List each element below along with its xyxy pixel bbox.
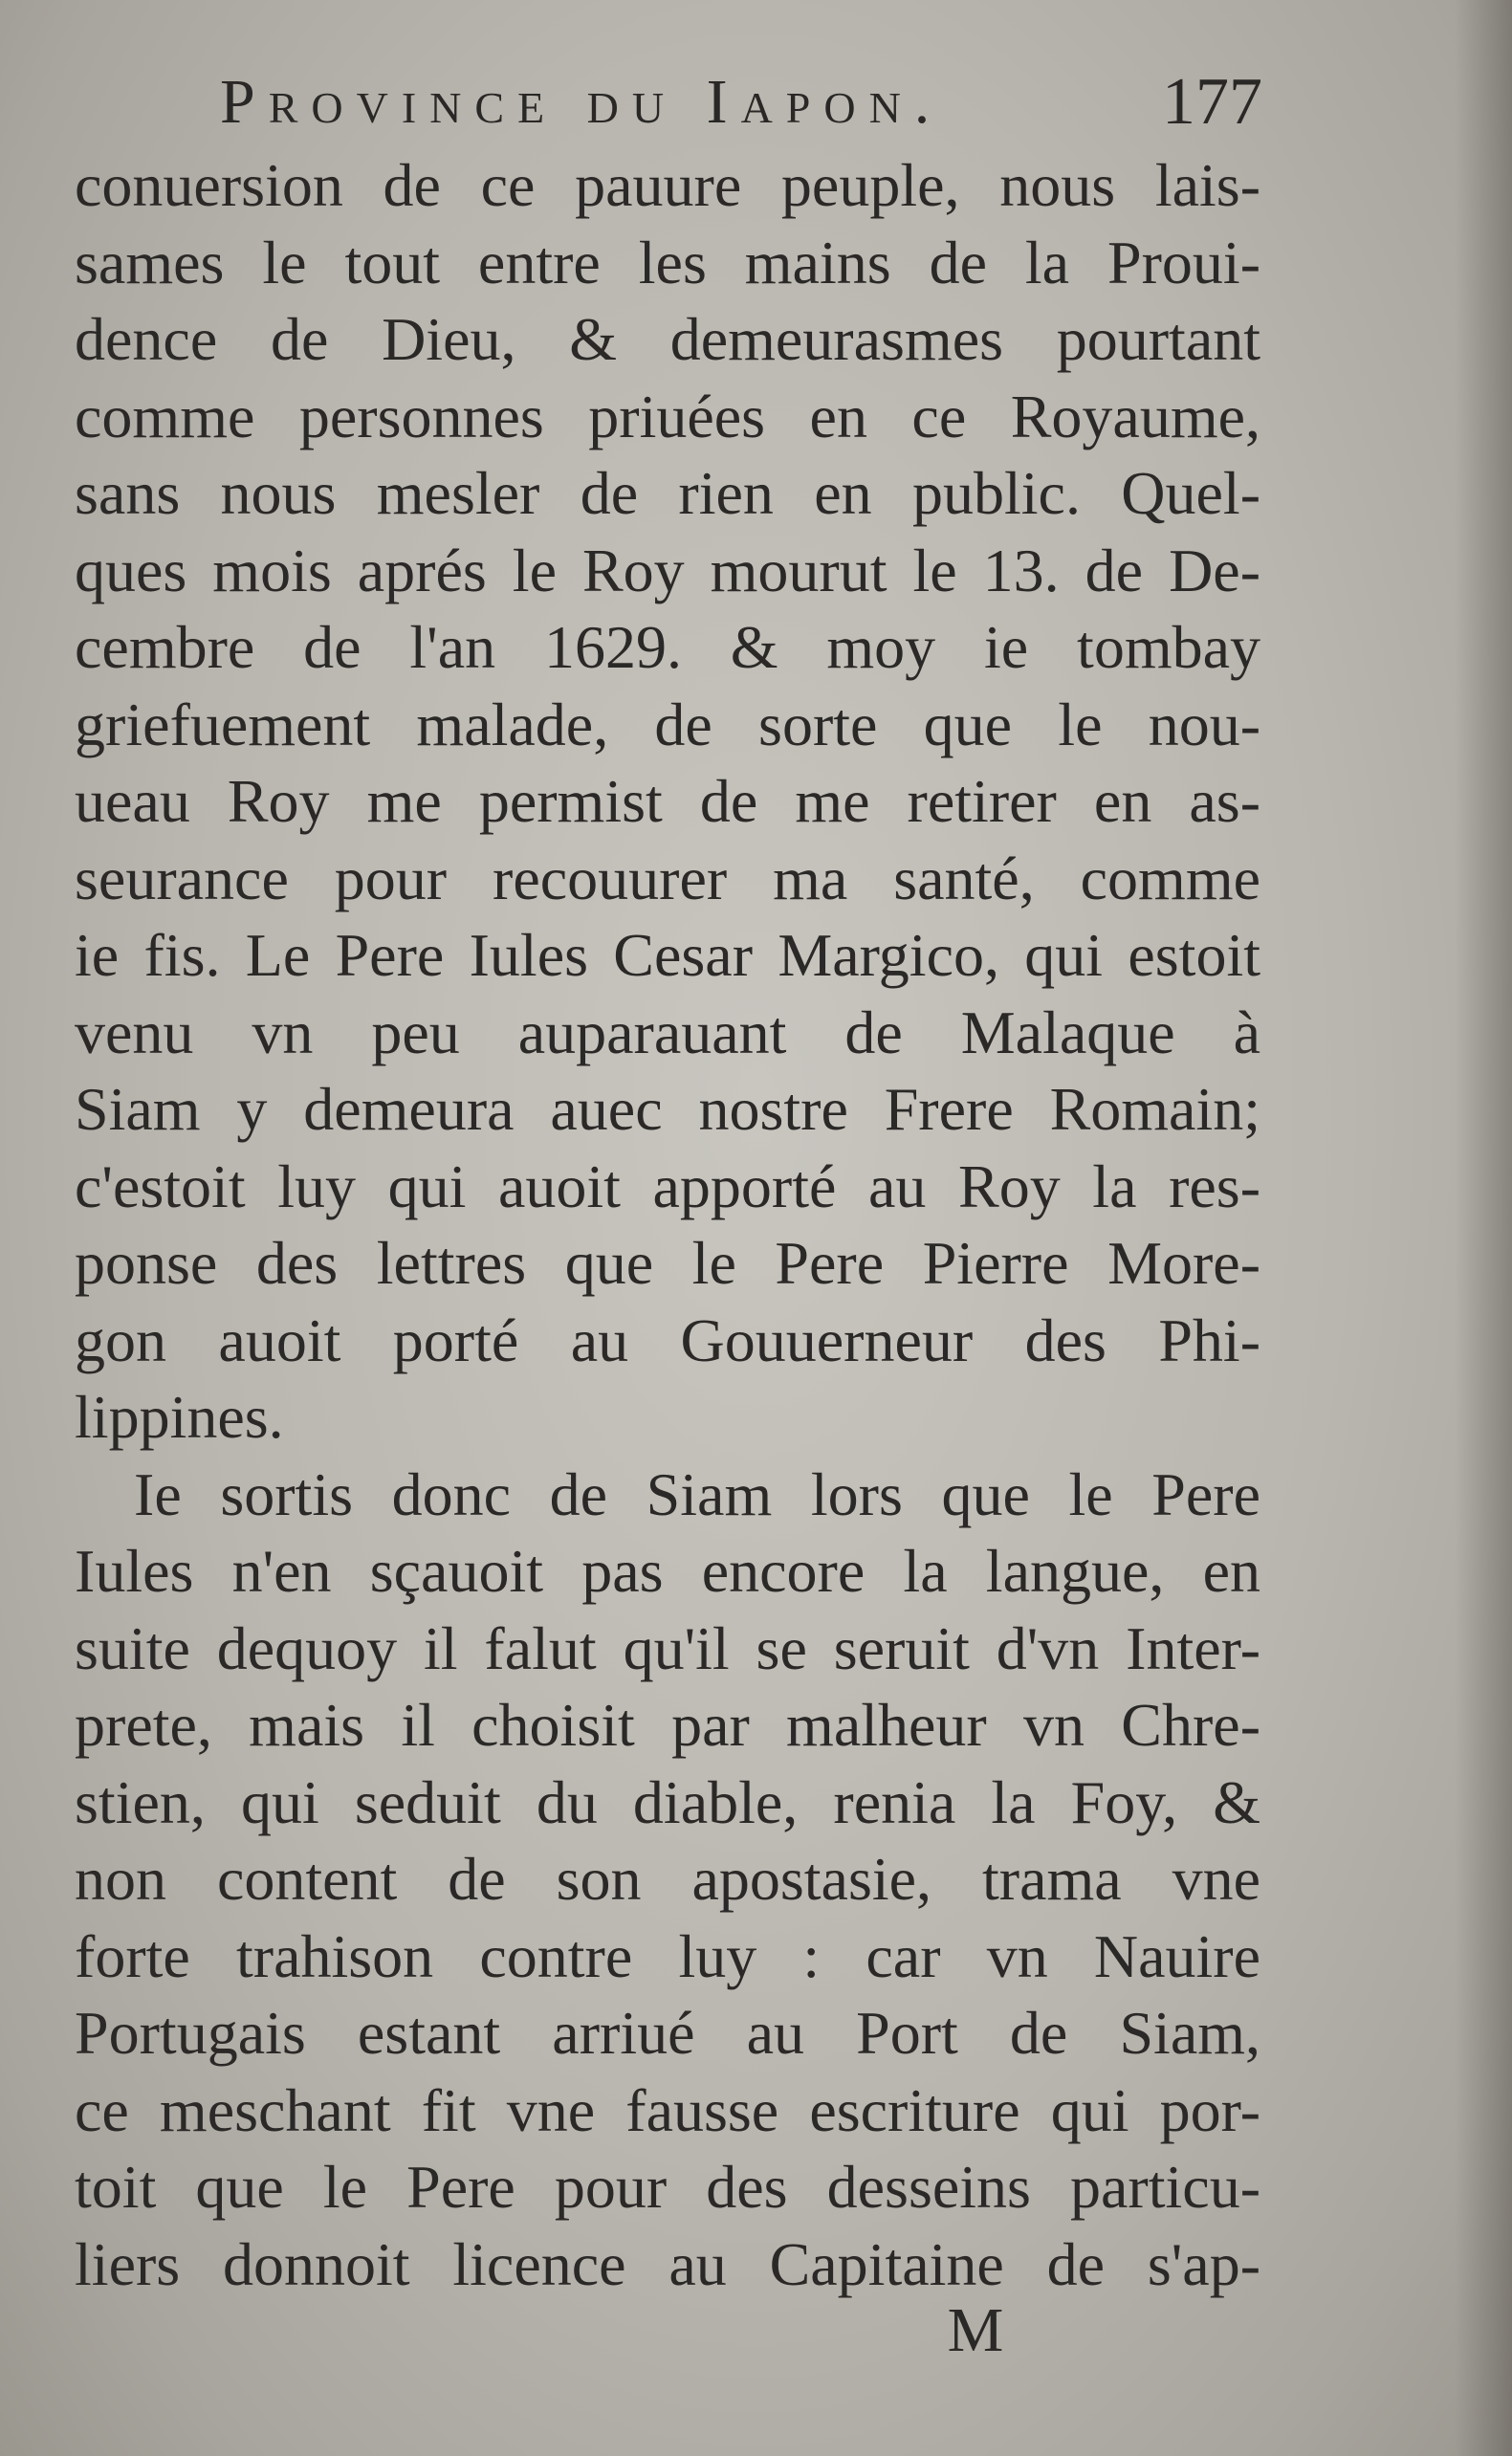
- text-line: lippines.: [75, 1383, 284, 1451]
- text-line: Portugais estant arriué au Port de Siam,: [75, 1999, 1260, 2067]
- running-title: Province du Iapon.: [220, 67, 944, 137]
- body-text: [75, 147, 1260, 2303]
- text-line: conuersion de ce pauure peuple, nous lais-: [75, 151, 1260, 219]
- text-line: ques mois aprés le Roy mourut le 13. de De-: [75, 536, 1260, 604]
- text-line: suite dequoy il falut qu'il se seruit d'vn Inter-: [75, 1613, 1260, 1682]
- text-line: Siam y demeura auec nostre Frere Romain;: [75, 1075, 1260, 1143]
- page-edge-shadow: [1455, 0, 1512, 2456]
- text-line: non content de son apostasie, trama vne: [75, 1845, 1260, 1913]
- text-line: sames le tout entre les mains de la Proui-: [75, 228, 1260, 296]
- page-number: 177: [1162, 65, 1262, 139]
- text-line: prete, mais il choisit par malheur vn Chre-: [75, 1691, 1260, 1759]
- text-line: comme personnes priuées en ce Royaume,: [75, 382, 1260, 450]
- text-line: ueau Roy me permist de me retirer en as-: [75, 767, 1260, 835]
- text-line: venu vn peu auparauant de Malaque à: [75, 998, 1260, 1066]
- page-header: [77, 59, 1262, 145]
- text-line: dence de Dieu, & demeurasmes pourtant: [75, 305, 1260, 373]
- text-line: toit que le Pere pour des desseins particu-: [75, 2153, 1260, 2221]
- text-line: sans nous mesler de rien en public. Quel-: [75, 459, 1260, 527]
- text-line: Iules n'en sçauoit pas encore la langue, en: [75, 1537, 1260, 1605]
- text-line: forte trahison contre luy : car vn Nauire: [75, 1921, 1260, 1990]
- paragraph-2: [75, 1457, 1260, 2304]
- text-line: gon auoit porté au Gouuerneur des Phi-: [75, 1305, 1260, 1374]
- text-line: seurance pour recouurer ma santé, comme: [75, 844, 1260, 912]
- text-line: Ie sortis donc de Siam lors que le Pere: [134, 1459, 1260, 1528]
- text-line: ie fis. Le Pere Iules Cesar Margico, qui estoit: [75, 921, 1260, 989]
- text-line: griefuement malade, de sorte que le nou-: [75, 690, 1260, 758]
- paragraph-1: [75, 147, 1260, 1457]
- text-line: c'estoit luy qui auoit apporté au Roy la res-: [75, 1151, 1260, 1220]
- text-line: liers donnoit licence au Capitaine de s'ap-: [75, 2229, 1260, 2298]
- text-line: ce meschant fit vne fausse escriture qui por-: [75, 2075, 1260, 2144]
- signature-mark: M: [947, 2295, 1004, 2365]
- text-line: cembre de l'an 1629. & moy ie tombay: [75, 613, 1260, 681]
- text-line: ponse des lettres que le Pere Pierre More-: [75, 1229, 1260, 1297]
- text-line: stien, qui seduit du diable, renia la Foy, &: [75, 1767, 1260, 1836]
